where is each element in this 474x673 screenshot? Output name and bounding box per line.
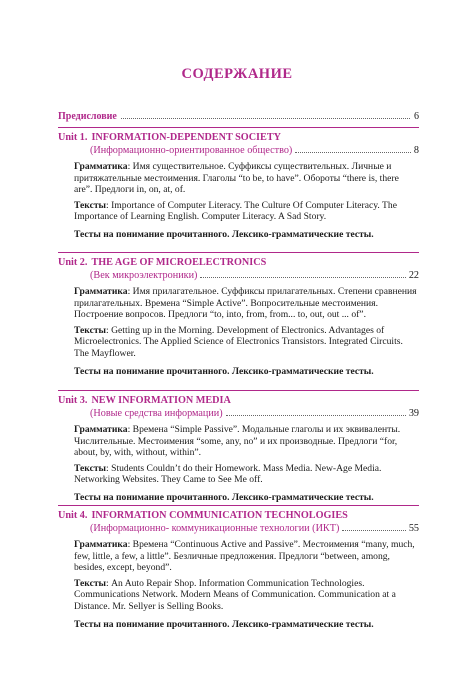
tests-line: Тесты на понимание прочитанного. Лексико-грамматические тесты. bbox=[74, 618, 374, 630]
unit-subtitle: (Информационно- коммуникационные технологии (ИКТ) bbox=[90, 522, 340, 534]
unit-title: THE AGE OF MICROELECTRONICS bbox=[91, 257, 267, 268]
texts-text: : Importance of Computer Literacy. The Culture Of Computer Literacy. The Importance of Learning English. Computer Literacy. A Sad Story. bbox=[74, 199, 397, 223]
texts-block bbox=[74, 463, 419, 486]
grammar-block bbox=[74, 161, 419, 196]
unit-heading bbox=[58, 252, 419, 282]
grammar-text: : Времена “Continuous Active and Passive”. Местоимения “many, much, few, little, a few, a little”. Безличные предложения. Предлоги “between, among, besides, except, beyond”. bbox=[74, 539, 415, 574]
tests-line: Тесты на понимание прочитанного. Лексико-грамматические тесты. bbox=[74, 365, 374, 377]
texts-text: : Getting up in the Morning. Development of Electronics. Advantages of Microelectronics. The Applied Science of Electronics Transistors. Integrated Circuits. The Mayflower. bbox=[74, 324, 403, 359]
texts-block bbox=[74, 578, 419, 613]
texts-block bbox=[74, 325, 419, 360]
unit-page-number: 8 bbox=[413, 144, 419, 156]
page-title: СОДЕРЖАНИЕ bbox=[181, 66, 293, 82]
unit-subtitle-line bbox=[58, 270, 419, 283]
unit-label: Unit 1. bbox=[58, 132, 88, 143]
unit-subtitle-line bbox=[58, 523, 419, 536]
tests-line: Тесты на понимание прочитанного. Лексико-грамматические тесты. bbox=[74, 228, 374, 240]
texts-key: Тексты bbox=[74, 577, 107, 589]
texts-key: Тексты bbox=[74, 324, 107, 336]
toc-unit-1[interactable] bbox=[58, 127, 419, 241]
preface-page-number: 6 bbox=[414, 111, 419, 122]
dot-leader bbox=[295, 152, 411, 153]
preface-label: Предисловие bbox=[58, 111, 117, 122]
grammar-text: : Имя прилагательное. Суффиксы прилагательных. Степени сравнения прилагательных. Времена “Simple Active”. Вопросительные местоимения. Построение вопросов. Предлоги “to, into, from, from... to, out, out ... of”. bbox=[74, 286, 417, 321]
toc-unit-4[interactable] bbox=[58, 505, 419, 630]
texts-text: : An Auto Repair Shop. Information Communication Technologies. Communications Network. Modern Means of Communication. Communication at a Distance. Mr. Sellyer is Selling Books. bbox=[74, 577, 396, 612]
unit-title: INFORMATION COMMUNICATION TECHNOLOGIES bbox=[91, 510, 348, 521]
grammar-block bbox=[74, 286, 419, 321]
dot-leader bbox=[200, 277, 405, 278]
grammar-block bbox=[74, 424, 419, 459]
unit-subtitle-line bbox=[58, 145, 419, 158]
grammar-text: : Времена “Simple Passive”. Модальные глаголы и их эквиваленты. Числительные. Местоимения “some, any, no” и их производные. Предлоги “for, about, by, with, without, within”. bbox=[74, 424, 401, 459]
dot-leader bbox=[342, 530, 405, 531]
unit-page-number: 22 bbox=[408, 269, 419, 281]
unit-subtitle-line bbox=[58, 408, 419, 421]
toc-unit-2[interactable] bbox=[58, 252, 419, 377]
texts-block bbox=[74, 200, 419, 223]
toc-unit-3[interactable] bbox=[58, 390, 419, 504]
unit-page-number: 39 bbox=[408, 407, 419, 419]
dot-leader bbox=[121, 118, 410, 119]
grammar-key: Грамматика bbox=[74, 161, 128, 172]
texts-key: Тексты bbox=[74, 462, 107, 474]
unit-subtitle: (Новые средства информации) bbox=[90, 407, 223, 419]
toc-entry-preface[interactable] bbox=[58, 111, 419, 122]
unit-title: INFORMATION-DEPENDENT SOCIETY bbox=[91, 132, 281, 143]
tests-line: Тесты на понимание прочитанного. Лексико-грамматические тесты. bbox=[74, 491, 374, 503]
unit-title: NEW INFORMATION MEDIA bbox=[91, 395, 231, 406]
unit-label: Unit 4. bbox=[58, 510, 88, 521]
dot-leader bbox=[226, 415, 406, 416]
unit-subtitle: (Информационно-ориентированное общество) bbox=[90, 144, 293, 156]
unit-heading bbox=[58, 505, 419, 535]
grammar-key: Грамматика bbox=[74, 424, 128, 435]
unit-subtitle: (Век микроэлектроники) bbox=[90, 269, 198, 281]
unit-heading bbox=[58, 390, 419, 420]
grammar-key: Грамматика bbox=[74, 286, 128, 297]
grammar-key: Грамматика bbox=[74, 539, 128, 550]
grammar-text: : Имя существительное. Суффиксы существительных. Личные и притяжательные местоимения. Глаголы “to be, to have”. Обороты “there is, there are”. Предлоги in, on, at, of. bbox=[74, 161, 399, 196]
texts-text: : Students Couldn’t do their Homework. Mass Media. New-Age Media. Networking Websites. They Came to See Me off. bbox=[74, 462, 382, 486]
texts-key: Тексты bbox=[74, 199, 107, 211]
unit-label: Unit 3. bbox=[58, 395, 88, 406]
unit-heading bbox=[58, 127, 419, 157]
grammar-block bbox=[74, 539, 419, 574]
unit-page-number: 55 bbox=[408, 522, 419, 534]
unit-label: Unit 2. bbox=[58, 257, 88, 268]
